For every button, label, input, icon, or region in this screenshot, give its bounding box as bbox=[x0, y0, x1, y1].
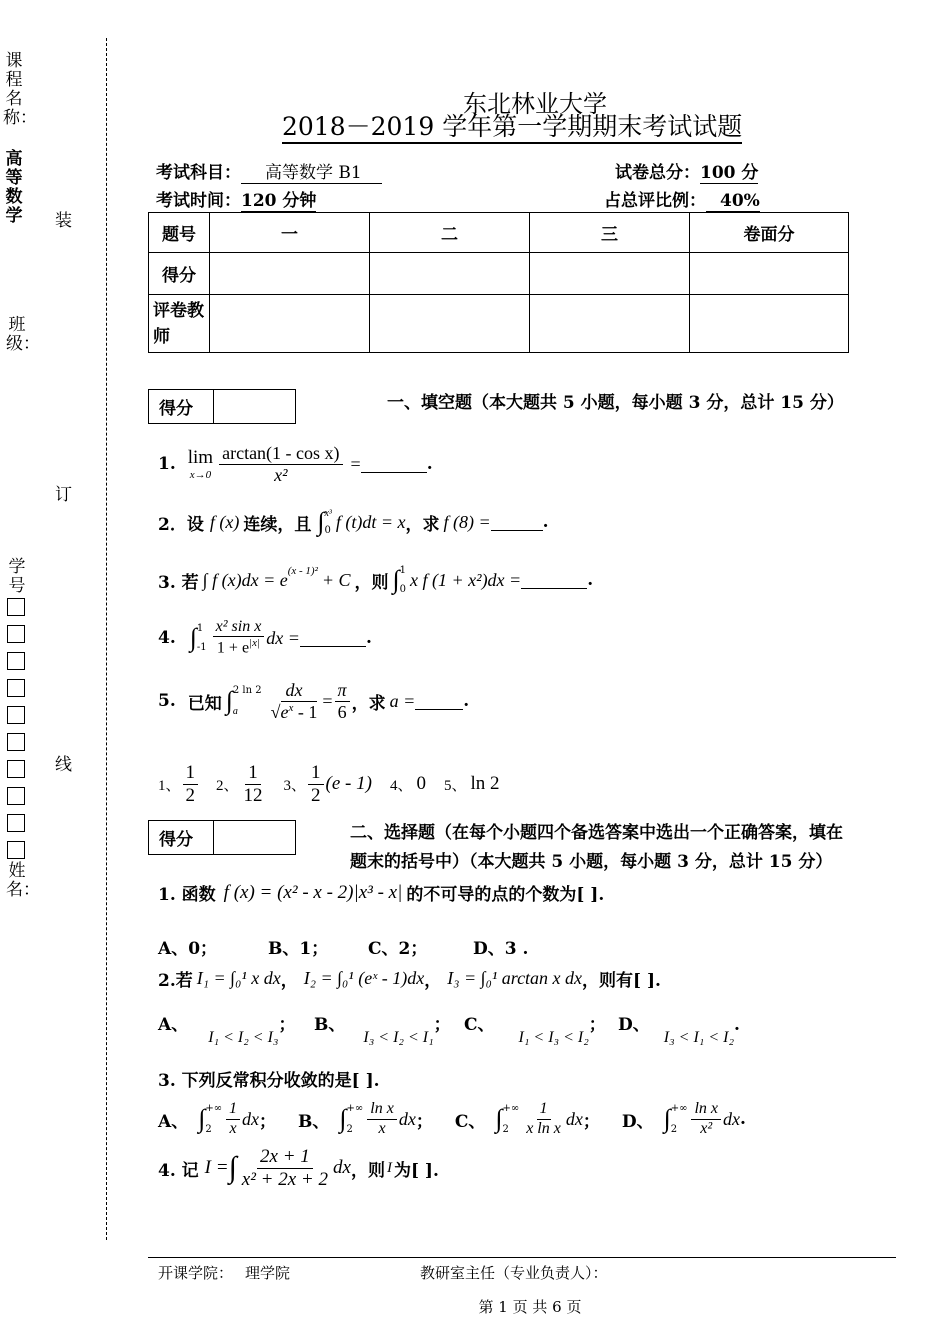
exam-title: 2018－2019 学年第一学期期末考试试题 bbox=[282, 112, 742, 144]
choice-question-4 bbox=[158, 1146, 439, 1191]
fill-question-5 bbox=[158, 680, 469, 722]
c1-option-d[interactable]: D、3 . bbox=[473, 939, 529, 959]
grader-cell bbox=[210, 295, 370, 353]
section2-score-box bbox=[148, 820, 296, 855]
c3-option-label: D、 bbox=[621, 1111, 654, 1132]
c3-lower: 2 bbox=[670, 1124, 678, 1135]
c4-integral-sign: ∫ bbox=[228, 1151, 237, 1185]
course-name-value: 高等数学 bbox=[5, 149, 23, 226]
score-cell bbox=[210, 253, 370, 295]
ans4-label: 4、 bbox=[389, 777, 413, 794]
ans1-num: 1 bbox=[183, 762, 199, 785]
q3-then: ，则 bbox=[354, 572, 389, 593]
ans5-label: 5、 bbox=[443, 777, 467, 794]
c3-option-c[interactable] bbox=[455, 1100, 600, 1138]
q2-f8: f (8) = bbox=[443, 511, 491, 532]
q1-limit bbox=[188, 447, 213, 481]
student-id-box[interactable] bbox=[7, 652, 25, 670]
c4-fraction bbox=[239, 1146, 331, 1191]
q1-fraction bbox=[219, 443, 342, 485]
grader-cell bbox=[690, 295, 849, 353]
c2-option-b-expr: I₃ < I₂ < I₁ bbox=[363, 1029, 434, 1046]
c2-option-b[interactable] bbox=[314, 1010, 451, 1046]
q5-pi: π bbox=[335, 680, 350, 702]
student-id-box[interactable] bbox=[7, 760, 25, 778]
q2-answer-blank[interactable] bbox=[491, 514, 543, 531]
ans2-num: 1 bbox=[245, 762, 261, 785]
c3-lower: 2 bbox=[205, 1124, 212, 1135]
c2-option-b-end: ； bbox=[433, 1015, 451, 1035]
c2-tail: ，则有[ ]. bbox=[582, 971, 661, 991]
q4-tail: dx = bbox=[266, 627, 300, 648]
c3-upper: +∞ bbox=[346, 1103, 364, 1114]
q5-den-exp: x bbox=[288, 701, 294, 714]
q2-number: 2．设 bbox=[158, 514, 204, 535]
university-name: 东北林业大学 bbox=[463, 90, 607, 118]
c2-option-b-label: B、 bbox=[314, 1015, 346, 1035]
c2-option-d-expr: I₃ < I₁ < I₂ bbox=[663, 1029, 735, 1046]
q5-denominator: $√e^x - 1$ bbox=[270, 701, 318, 722]
q4-answer-blank[interactable] bbox=[300, 630, 366, 647]
q3-lower: 0 bbox=[399, 584, 407, 595]
c3-denominator: x² bbox=[700, 1119, 713, 1137]
student-id-box[interactable] bbox=[7, 598, 25, 616]
q3-upper: 1 bbox=[399, 565, 407, 576]
section1-score-label: 得分 bbox=[149, 390, 214, 423]
q3-rhs: + C bbox=[321, 569, 351, 590]
bind-word-zhuang: 装 bbox=[55, 211, 72, 231]
q5-end: . bbox=[463, 691, 470, 712]
c2-option-a[interactable] bbox=[158, 1010, 296, 1046]
q1-denominator: x² bbox=[274, 464, 288, 485]
c3-integral-sign: ∫ bbox=[663, 1104, 671, 1133]
c3-limits bbox=[347, 1103, 364, 1135]
q5-den-tail: - 1 bbox=[293, 701, 318, 722]
time-label: 考试时间： bbox=[156, 191, 241, 211]
q2-lower: 0 bbox=[324, 525, 331, 536]
section1-title: 一、填空题（本大题共 5 小题，每小题 3 分，总计 15 分） bbox=[387, 393, 844, 413]
q2-ask: ，求 bbox=[405, 514, 440, 535]
q5-a: a = bbox=[389, 690, 416, 711]
c3-numerator: ln x bbox=[367, 1100, 397, 1119]
q1-lim-sub: x→0 bbox=[189, 469, 212, 482]
ans1-fraction bbox=[183, 762, 199, 807]
subject-row bbox=[156, 158, 382, 184]
student-id-label: 学号 bbox=[8, 557, 26, 596]
ratio-label: 占总评比例： bbox=[604, 191, 706, 211]
c1-text: 1. 函数 bbox=[158, 885, 216, 905]
c2-i3: I₃ = ∫₀¹ arctan x dx bbox=[447, 968, 583, 988]
student-id-box[interactable] bbox=[7, 787, 25, 805]
c3-option-label: A、 bbox=[158, 1111, 189, 1132]
ans3-num: 1 bbox=[308, 762, 324, 785]
q4-den-exp: |x| bbox=[249, 637, 260, 650]
binding-line bbox=[106, 38, 107, 1240]
c3-denominator: x bbox=[378, 1119, 386, 1137]
c3-fraction bbox=[691, 1100, 721, 1138]
page-number: 第 1 页 共 6 页 bbox=[478, 1298, 582, 1316]
c3-option-end: . bbox=[739, 1109, 746, 1129]
score-cell bbox=[690, 253, 849, 295]
c3-denominator: x ln x bbox=[526, 1119, 561, 1137]
q5-ask: ，求 bbox=[351, 693, 386, 714]
q5-rhs-fraction bbox=[335, 680, 350, 722]
c3-fraction bbox=[367, 1100, 397, 1138]
c3-limits bbox=[205, 1103, 222, 1135]
c3-integral-sign: ∫ bbox=[495, 1104, 503, 1133]
student-id-boxes bbox=[7, 598, 25, 868]
c3-numerator: 1 bbox=[226, 1100, 240, 1119]
footer-college-label: 开课学院： bbox=[158, 1264, 234, 1282]
c3-option-a[interactable] bbox=[158, 1100, 276, 1138]
c2-option-c-expr: I₁ < I₃ < I₂ bbox=[518, 1029, 589, 1046]
c4-text: 4. 记 bbox=[158, 1160, 199, 1181]
c3-limits bbox=[502, 1103, 519, 1135]
c3-dx: dx bbox=[722, 1108, 740, 1129]
q4-upper: 1 bbox=[196, 623, 204, 635]
course-name-label: 课程名称： bbox=[3, 51, 37, 128]
q4-number: 4. bbox=[158, 628, 176, 649]
student-id-box[interactable] bbox=[7, 679, 25, 697]
q2-integrand: f (t)dt = x bbox=[335, 511, 406, 532]
q2-text: 连续，且 bbox=[243, 514, 312, 535]
c3-fraction bbox=[226, 1100, 240, 1138]
c4-dx: dx bbox=[333, 1157, 351, 1179]
q1-number: 1. bbox=[158, 454, 176, 475]
c1-option-a[interactable]: A、0； bbox=[158, 939, 218, 959]
choice-question-1 bbox=[158, 880, 604, 905]
q2-upper: x³ bbox=[324, 508, 332, 519]
c3-lower: 2 bbox=[502, 1124, 509, 1135]
grader-cell bbox=[370, 295, 530, 353]
student-id-box[interactable] bbox=[7, 706, 25, 724]
q4-integral-sign: ∫ bbox=[189, 623, 197, 653]
c3-dx: dx bbox=[398, 1108, 416, 1129]
section2-score-field bbox=[214, 821, 224, 854]
q2-integral-sign: ∫ bbox=[317, 507, 325, 536]
c3-upper: +∞ bbox=[205, 1103, 223, 1114]
c3-option-label: B、 bbox=[298, 1111, 330, 1132]
score-cell bbox=[530, 253, 690, 295]
ans2-den: 12 bbox=[243, 784, 263, 806]
c3-numerator: ln x bbox=[691, 1100, 721, 1119]
q2-limits bbox=[324, 508, 331, 536]
c4-then: ，则 bbox=[350, 1160, 385, 1181]
q5-given: 已知 bbox=[187, 693, 222, 714]
c3-dx: dx bbox=[565, 1108, 583, 1129]
class-label: 班级： bbox=[6, 315, 40, 354]
footer-director: 教研室主任（专业负责人）： bbox=[420, 1264, 608, 1282]
c4-denominator: x² + 2x + 2 bbox=[241, 1168, 329, 1190]
q5-equals: = bbox=[322, 690, 333, 711]
ans3-tail: (e - 1) bbox=[325, 773, 372, 795]
total-label: 试卷总分： bbox=[615, 163, 700, 183]
footer-college bbox=[158, 1262, 290, 1283]
score-table-header-label: 题号 bbox=[149, 213, 210, 253]
c2-option-c[interactable] bbox=[464, 1010, 606, 1046]
q4-den-base: 1 + e bbox=[216, 639, 250, 657]
q1-end: . bbox=[426, 454, 433, 475]
q3-expression: x f (1 + x²)dx = bbox=[410, 569, 522, 590]
q3-integral-sign: ∫ bbox=[392, 565, 400, 594]
c2-option-a-end: ； bbox=[278, 1015, 296, 1035]
c2-i1: I₁ = ∫₀¹ x dx bbox=[196, 968, 281, 988]
q2-end: . bbox=[542, 512, 549, 532]
total-value: 100 分 bbox=[700, 163, 759, 183]
q3-number: 3. 若 bbox=[158, 572, 199, 593]
q3-lhs: ∫ f (x)dx = e bbox=[202, 569, 288, 590]
ans3-den: 2 bbox=[311, 784, 321, 806]
time-value: 120 分钟 bbox=[241, 191, 317, 211]
c3-numerator: 1 bbox=[537, 1100, 551, 1119]
fill-question-3 bbox=[158, 565, 593, 595]
q1-numerator: arctan(1 - cos x) bbox=[219, 443, 342, 465]
c2-option-d-label: D、 bbox=[618, 1015, 650, 1035]
grader-cell bbox=[530, 295, 690, 353]
bind-word-xian: 线 bbox=[55, 755, 72, 775]
ans1-label: 1、 bbox=[158, 777, 181, 794]
c4-numerator: 2x + 1 bbox=[257, 1146, 313, 1169]
choice-question-3: 3. 下列反常积分收敛的是[ ]. bbox=[158, 1071, 380, 1091]
c3-upper: +∞ bbox=[670, 1103, 688, 1114]
section2-score-label: 得分 bbox=[149, 821, 214, 854]
footer-rule bbox=[148, 1257, 896, 1258]
c1-option-b[interactable]: B、1； bbox=[268, 939, 329, 959]
c2-i2: I₂ = ∫₀¹ (eˣ - 1)dx bbox=[303, 968, 425, 988]
fill-answers bbox=[158, 762, 500, 807]
c2-options bbox=[158, 1010, 778, 1050]
fill-question-2 bbox=[158, 507, 549, 537]
c4-tail: 为[ ]. bbox=[393, 1160, 439, 1181]
c2-option-d-end: . bbox=[734, 1015, 740, 1035]
subject-label: 考试科目： bbox=[156, 163, 241, 183]
student-id-box[interactable] bbox=[7, 625, 25, 643]
c3-limits bbox=[671, 1103, 688, 1135]
c3-fraction bbox=[523, 1100, 564, 1138]
q5-six: 6 bbox=[337, 701, 347, 722]
c2-option-c-label: C、 bbox=[464, 1015, 495, 1035]
q5-upper: 2 ln 2 bbox=[232, 685, 262, 697]
score-table-col-total: 卷面分 bbox=[690, 213, 849, 253]
c3-option-end: ； bbox=[582, 1111, 600, 1132]
grader-row-label: 评卷教师 bbox=[149, 295, 210, 353]
c2-text: 2.若 bbox=[158, 971, 193, 991]
footer-college-value: 理学院 bbox=[245, 1264, 291, 1282]
q5-fraction bbox=[268, 680, 321, 722]
q4-lower: -1 bbox=[196, 642, 207, 654]
bind-word-ding: 订 bbox=[55, 485, 72, 505]
ans3-fraction bbox=[308, 762, 324, 807]
student-id-box[interactable] bbox=[7, 841, 25, 859]
ans3-label: 3、 bbox=[283, 777, 307, 794]
q3-exponent: (x - 1)² bbox=[287, 565, 318, 577]
q5-den-base: e bbox=[280, 701, 289, 722]
c3-upper: +∞ bbox=[502, 1103, 520, 1114]
c3-dx: dx bbox=[242, 1108, 260, 1129]
q3-answer-blank[interactable] bbox=[521, 572, 587, 589]
c2-option-d[interactable] bbox=[618, 1010, 740, 1046]
ratio-row bbox=[604, 186, 760, 212]
score-table-col-1: 一 bbox=[210, 213, 370, 253]
score-table-col-3: 三 bbox=[530, 213, 690, 253]
c4-lhs: I = bbox=[204, 1157, 229, 1179]
q4-limits bbox=[197, 623, 207, 653]
q3-end: . bbox=[587, 570, 594, 590]
c3-options bbox=[158, 1096, 778, 1142]
q5-answer-blank[interactable] bbox=[415, 693, 463, 710]
q1-equals: = bbox=[350, 453, 361, 474]
fill-question-4 bbox=[158, 618, 372, 658]
c4-I: I bbox=[386, 1159, 392, 1176]
section1-score-box bbox=[148, 389, 296, 424]
section1-score-field bbox=[214, 390, 224, 423]
c1-formula: f (x) = (x² - x - 2)|x³ - x| bbox=[223, 881, 403, 903]
ans2-fraction bbox=[241, 762, 266, 807]
name-label: 姓名： bbox=[6, 861, 40, 900]
q5-limits bbox=[233, 685, 262, 717]
q4-denominator bbox=[214, 637, 263, 658]
student-id-box[interactable] bbox=[7, 814, 25, 832]
q4-fraction bbox=[213, 618, 265, 658]
choice-question-2: 2.若 I₁ = ∫₀¹ x dx ， I₂ = ∫₀¹ (eˣ - 1)dx ， I₃ = ∫₀¹ arctan x dx ，则有[ ]. bbox=[158, 968, 661, 991]
q5-integral-sign: ∫ bbox=[225, 686, 233, 716]
c1-tail: 的不可导的点的个数为[ ]. bbox=[406, 885, 605, 905]
c3-integral-sign: ∫ bbox=[198, 1104, 206, 1133]
score-row-label: 得分 bbox=[149, 253, 210, 295]
score-table bbox=[148, 212, 849, 353]
q2-fx: f (x) bbox=[209, 511, 240, 532]
c3-option-end: ； bbox=[415, 1111, 433, 1132]
c2-option-a-label: A、 bbox=[158, 1015, 189, 1035]
ans1-den: 2 bbox=[185, 784, 196, 806]
subject-value: 高等数学 B1 bbox=[241, 158, 382, 184]
c3-option-b[interactable] bbox=[298, 1100, 433, 1138]
c3-lower: 2 bbox=[346, 1124, 353, 1135]
q1-lim-word: lim bbox=[187, 447, 214, 469]
score-table-col-2: 二 bbox=[370, 213, 530, 253]
c3-denominator: x bbox=[229, 1119, 237, 1137]
q5-numerator: dx bbox=[283, 680, 306, 702]
c3-option-end: ； bbox=[259, 1111, 277, 1132]
ans2-label: 2、 bbox=[216, 777, 239, 794]
q4-end: . bbox=[365, 628, 372, 649]
ans4-value: 0 bbox=[416, 773, 426, 795]
c1-option-c[interactable]: C、2； bbox=[368, 939, 428, 959]
q3-limits bbox=[400, 565, 406, 595]
q1-answer-blank[interactable] bbox=[361, 456, 427, 473]
q4-numerator: x² sin x bbox=[213, 618, 265, 637]
c2-option-c-end: ； bbox=[588, 1015, 606, 1035]
ratio-value: 40% bbox=[706, 191, 760, 212]
ans5-value: ln 2 bbox=[470, 773, 500, 795]
q5-number: 5. bbox=[158, 691, 176, 712]
c3-integral-sign: ∫ bbox=[339, 1104, 347, 1133]
q5-lower: a bbox=[232, 706, 238, 718]
time-row bbox=[156, 186, 316, 211]
score-cell bbox=[370, 253, 530, 295]
total-row bbox=[615, 158, 758, 183]
c2-option-a-expr: I₁ < I₂ < I₃ bbox=[208, 1029, 279, 1046]
c3-option-label: C、 bbox=[454, 1111, 486, 1132]
section2-title-line1: 二、选择题（在每个小题四个备选答案中选出一个正确答案，填在 bbox=[350, 823, 843, 843]
c3-option-d[interactable] bbox=[622, 1100, 746, 1138]
fill-question-1 bbox=[158, 443, 433, 485]
student-id-box[interactable] bbox=[7, 733, 25, 751]
section2-title-line2: 题末的括号中）（本大题共 5 小题，每小题 3 分，总计 15 分） bbox=[350, 852, 833, 872]
